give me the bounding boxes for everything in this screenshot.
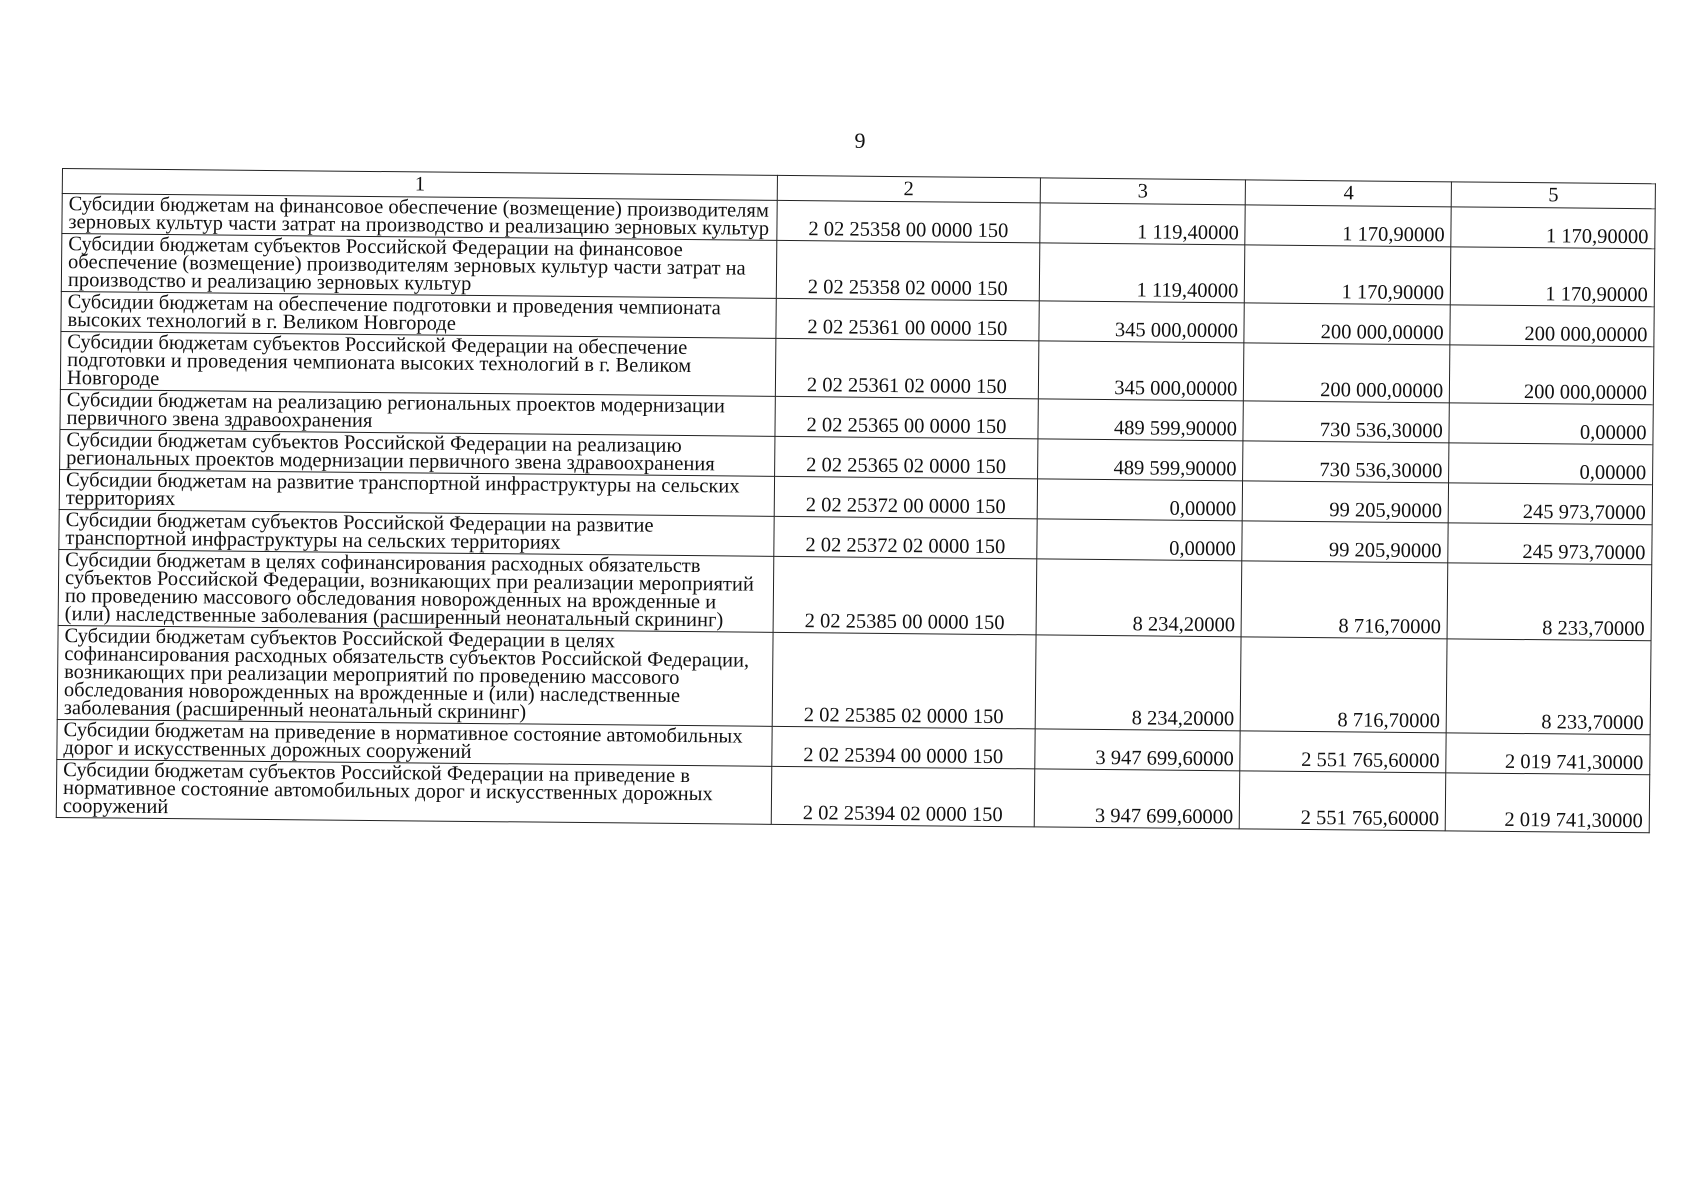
row-value-col5: 1 170,90000 [1450, 247, 1654, 307]
column-header-1: 1 [62, 169, 777, 201]
row-value-col4: 8 716,70000 [1241, 637, 1448, 733]
row-value-col5: 8 233,70000 [1447, 563, 1651, 641]
row-description: Субсидии бюджетам на развитие транспортной инфраструктуры на сельских территориях [59, 469, 775, 516]
row-value-col5: 245 973,70000 [1448, 523, 1652, 565]
row-value-col3: 3 947 699,60000 [1034, 769, 1240, 829]
column-header-4: 4 [1246, 180, 1452, 207]
row-value-col3: 8 234,20000 [1036, 559, 1243, 637]
row-value-col5: 1 170,90000 [1451, 207, 1655, 249]
row-value-col5: 200 000,00000 [1450, 345, 1654, 405]
row-budget-code: 2 02 25365 02 0000 150 [775, 436, 1038, 479]
row-value-col5: 8 233,70000 [1446, 639, 1651, 735]
row-value-col4: 200 000,00000 [1244, 303, 1450, 345]
row-budget-code: 2 02 25358 00 0000 150 [777, 200, 1040, 243]
row-value-col3: 1 119,40000 [1039, 203, 1245, 245]
row-budget-code: 2 02 25385 02 0000 150 [772, 632, 1035, 729]
row-value-col5: 245 973,70000 [1448, 483, 1652, 525]
row-description: Субсидии бюджетам субъектов Российской Федерации на реализацию региональных проектов модернизации первичного звена здравоохранения [60, 429, 776, 476]
column-header-3: 3 [1040, 178, 1246, 205]
row-value-col3: 0,00000 [1036, 519, 1242, 561]
row-value-col3: 345 000,00000 [1038, 341, 1244, 401]
row-value-col3: 3 947 699,60000 [1034, 729, 1240, 771]
column-header-5: 5 [1451, 182, 1655, 209]
row-value-col5: 200 000,00000 [1450, 305, 1654, 347]
row-description: Субсидии бюджетам на обеспечение подготовки и проведения чемпионата высоких технологий в г. Великом Новгороде [61, 291, 777, 338]
table-row [57, 625, 1651, 734]
row-value-col3: 489 599,90000 [1037, 439, 1243, 481]
row-value-col5: 2 019 741,30000 [1446, 733, 1650, 775]
row-value-col3: 8 234,20000 [1035, 635, 1242, 731]
row-value-col4: 200 000,00000 [1244, 343, 1450, 403]
row-description: Субсидии бюджетам в целях софинансирования расходных обязательств субъектов Российской Федерации, возникающих при реализации мероприятий по проведению массового обследования новорожденных на врожденные и (или) наследственные заболевания (расширенный неонатальный скрининг) [58, 549, 774, 632]
row-description: Субсидии бюджетам на реализацию региональных проектов модернизации первичного звена здравоохранения [60, 389, 776, 436]
row-description: Субсидии бюджетам на финансовое обеспечение (возмещение) производителям зерновых культур части затрат на производство и реализацию зерновых культур [62, 194, 778, 241]
row-value-col4: 8 716,70000 [1241, 561, 1448, 639]
row-budget-code: 2 02 25372 00 0000 150 [774, 476, 1037, 519]
row-budget-code: 2 02 25372 02 0000 150 [774, 516, 1037, 559]
row-value-col4: 730 536,30000 [1243, 401, 1449, 443]
row-value-col4: 1 170,90000 [1245, 205, 1451, 247]
row-value-col3: 0,00000 [1037, 479, 1243, 521]
row-description: Субсидии бюджетам субъектов Российской Федерации на развитие транспортной инфраструктуры на сельских территориях [59, 509, 775, 556]
row-value-col5: 0,00000 [1449, 403, 1653, 445]
row-budget-code: 2 02 25361 02 0000 150 [776, 338, 1039, 399]
row-value-col5: 2 019 741,30000 [1445, 773, 1649, 833]
row-value-col4: 99 205,90000 [1242, 521, 1448, 563]
column-header-2: 2 [777, 175, 1040, 203]
row-description: Субсидии бюджетам субъектов Российской Федерации на приведение в нормативное состояние автомобильных дорог и искусственных дорожных сооружений [56, 759, 772, 824]
row-budget-code: 2 02 25365 00 0000 150 [775, 396, 1038, 439]
row-value-col3: 345 000,00000 [1038, 301, 1244, 343]
row-description: Субсидии бюджетам субъектов Российской Федерации на финансовое обеспечение (возмещение) производителям зерновых культур части затрат на производство и реализацию зерновых культур [61, 234, 777, 299]
row-value-col3: 489 599,90000 [1038, 399, 1244, 441]
row-value-col3: 1 119,40000 [1039, 243, 1245, 303]
row-description: Субсидии бюджетам на приведение в нормативное состояние автомобильных дорог и искусственных дорожных сооружений [57, 719, 773, 766]
row-value-col4: 2 551 765,60000 [1240, 731, 1446, 773]
row-value-col4: 99 205,90000 [1243, 481, 1449, 523]
row-description: Субсидии бюджетам субъектов Российской Федерации на обеспечение подготовки и проведения чемпионата высоких технологий в г. Великом Новгороде [60, 331, 776, 396]
row-value-col5: 0,00000 [1449, 443, 1653, 485]
row-description: Субсидии бюджетам субъектов Российской Федерации в целях софинансирования расходных обязательств субъектов Российской Федерации, возникающих при реализации мероприятий по проведению массового обследования новорожденных на врожденные и (или) наследственные заболевания (расширенный неонатальный скрининг) [57, 625, 773, 726]
subsidies-table [56, 168, 1656, 833]
page-number: 9 [854, 128, 866, 153]
row-budget-code: 2 02 25361 00 0000 150 [776, 298, 1039, 341]
row-value-col4: 730 536,30000 [1243, 441, 1449, 483]
row-budget-code: 2 02 25394 00 0000 150 [772, 726, 1035, 769]
row-budget-code: 2 02 25385 00 0000 150 [773, 556, 1036, 635]
row-value-col4: 2 551 765,60000 [1240, 771, 1446, 831]
row-budget-code: 2 02 25394 02 0000 150 [771, 766, 1034, 827]
row-budget-code: 2 02 25358 02 0000 150 [776, 240, 1039, 301]
row-value-col4: 1 170,90000 [1245, 245, 1451, 305]
